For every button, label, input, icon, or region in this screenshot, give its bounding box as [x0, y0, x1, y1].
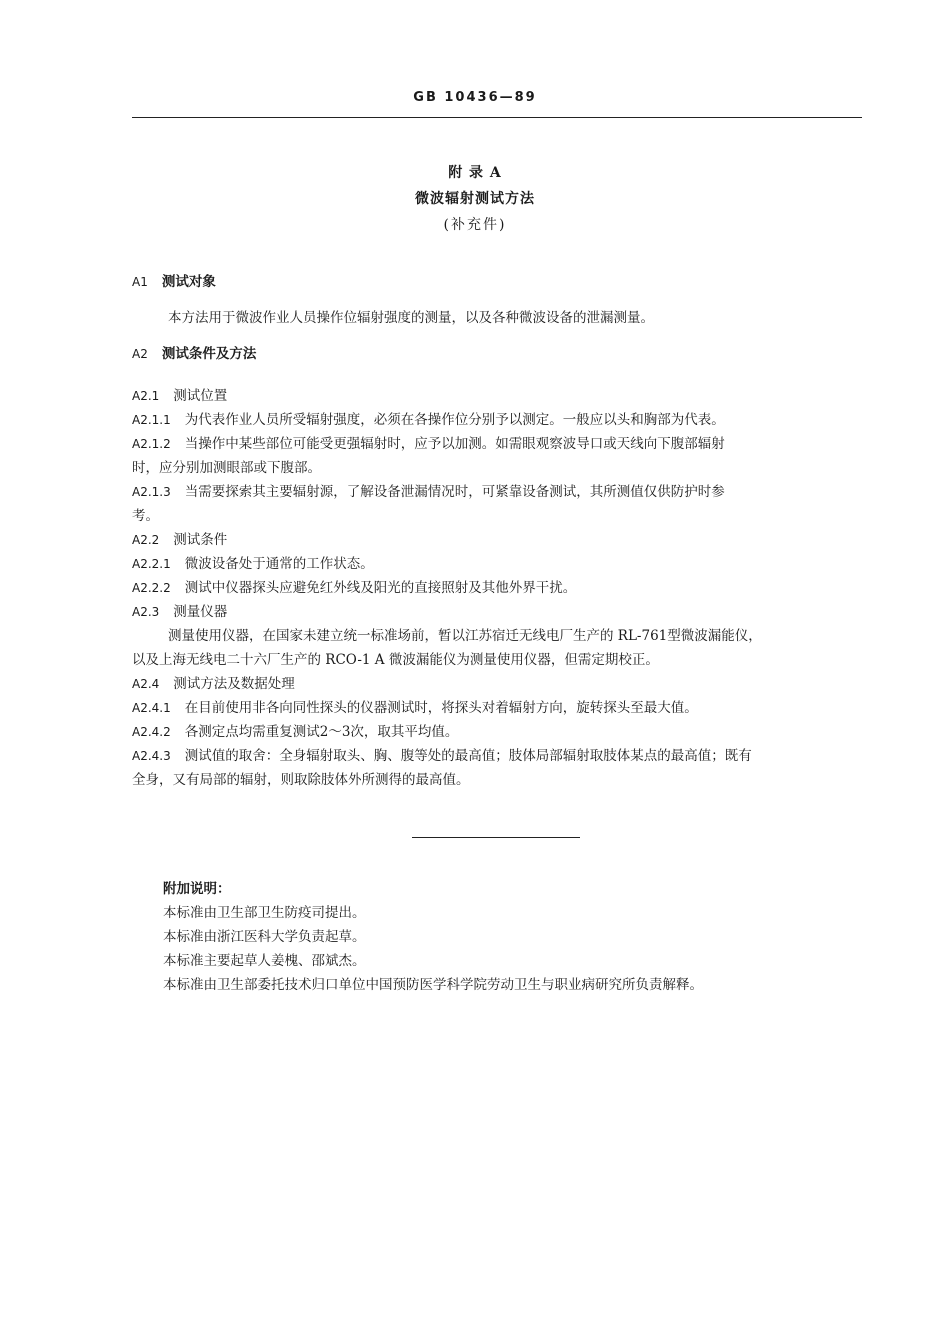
additional-notes: [163, 877, 863, 997]
end-divider: [412, 837, 580, 838]
clause-text: 为代表作业人员所受辐射强度，必须在各操作位分别予以测定。一般应以头和胸部为代表。: [184, 412, 725, 428]
section-number: A1: [132, 275, 148, 289]
clause-text: 微波设备处于通常的工作状态。: [184, 556, 374, 572]
clause-text: 当需要探索其主要辐射源，了解设备泄漏情况时，可紧靠设备测试，其所测值仅供防护时参: [184, 484, 725, 500]
clause-a2-2-1: [132, 552, 862, 576]
appendix-title: 微波辐射测试方法: [415, 191, 535, 207]
clause-text: 测试中仪器探头应避免红外线及阳光的直接照射及其他外界干扰。: [184, 580, 577, 596]
clause-number: A2.4.1: [132, 701, 171, 715]
clause-number: A2.4: [132, 677, 160, 691]
clause-a2-2: [132, 528, 862, 552]
section-a1-text: 本方法用于微波作业人员操作位辐射强度的测量，以及各种微波设备的泄漏测量。: [168, 310, 654, 326]
clause-text: 测试位置: [173, 388, 228, 404]
clause-text: 在目前使用非各向同性探头的仪器测试时，将探头对着辐射方向，旋转探头至最大值。: [184, 700, 698, 716]
clause-text-continued: 以及上海无线电二十六厂生产的 RCO-1 A 微波漏能仪为测量使用仪器，但需定期校正。: [132, 652, 659, 668]
header-rule: [132, 117, 862, 118]
clause-number: A2.3: [132, 605, 160, 619]
clause-number: A2.4.2: [132, 725, 171, 739]
standard-code-header: GB 10436—89: [413, 90, 537, 105]
note-line: 本标准由卫生部卫生防疫司提出。: [163, 905, 366, 921]
clause-a2-1-1: [132, 408, 862, 432]
clause-number: A2.1: [132, 389, 160, 403]
clause-a2-1-3: [132, 480, 862, 528]
clause-a2-4-1: [132, 696, 862, 720]
clause-a2-4-3: [132, 744, 862, 792]
note-line: 本标准由浙江医科大学负责起草。: [163, 929, 366, 945]
clause-text-continued: 全身，又有局部的辐射，则取除肢体外所测得的最高值。: [132, 772, 470, 788]
section-title: 测试条件及方法: [161, 346, 257, 362]
note-line: 本标准主要起草人姜槐、邵斌杰。: [163, 953, 366, 969]
clause-text: 测量使用仪器，在国家未建立统一标准场前，暂以江苏宿迁无线电厂生产的 RL-761型微波漏能仪，: [168, 628, 762, 644]
appendix-type: (补充件): [443, 217, 507, 233]
clause-text-continued: 考。: [132, 508, 159, 524]
clause-number: A2.4.3: [132, 749, 171, 763]
clause-a2-4-2: [132, 720, 862, 744]
clause-text-continued: 时，应分别加测眼部或下腹部。: [132, 460, 321, 476]
document-body: [132, 270, 862, 792]
clause-a2-2-2: [132, 576, 862, 600]
notes-title: 附加说明：: [163, 881, 231, 897]
clause-number: A2.2: [132, 533, 160, 547]
clause-number: A2.1.3: [132, 485, 171, 499]
clause-number: A2.2.2: [132, 581, 171, 595]
clause-number: A2.1.1: [132, 413, 171, 427]
clause-text: 测试值的取舍：全身辐射取头、胸、腹等处的最高值；肢体局部辐射取肢体某点的最高值；既有: [184, 748, 752, 764]
clause-a2-1-2: [132, 432, 862, 480]
clause-a2-1: [132, 384, 862, 408]
section-number: A2: [132, 347, 148, 361]
clause-number: A2.2.1: [132, 557, 171, 571]
section-a2-heading: [132, 342, 862, 366]
clause-a2-3-body: [132, 624, 862, 672]
clause-text: 测量仪器: [173, 604, 228, 620]
title-block: [0, 160, 950, 238]
section-title: 测试对象: [161, 274, 216, 290]
clause-a2-3: [132, 600, 862, 624]
clause-a2-4: [132, 672, 862, 696]
clause-text: 测试方法及数据处理: [173, 676, 295, 692]
note-line: 本标准由卫生部委托技术归口单位中国预防医学科学院劳动卫生与职业病研究所负责解释。: [163, 977, 703, 993]
appendix-label: 附 录 A: [448, 165, 502, 181]
clause-text: 测试条件: [173, 532, 228, 548]
section-a1-heading: [132, 270, 862, 294]
clause-text: 各测定点均需重复测试2～3次，取其平均值。: [184, 724, 459, 740]
clause-number: A2.1.2: [132, 437, 171, 451]
clause-text: 当操作中某些部位可能受更强辐射时，应予以加测。如需眼观察波导口或天线向下腹部辐射: [184, 436, 725, 452]
